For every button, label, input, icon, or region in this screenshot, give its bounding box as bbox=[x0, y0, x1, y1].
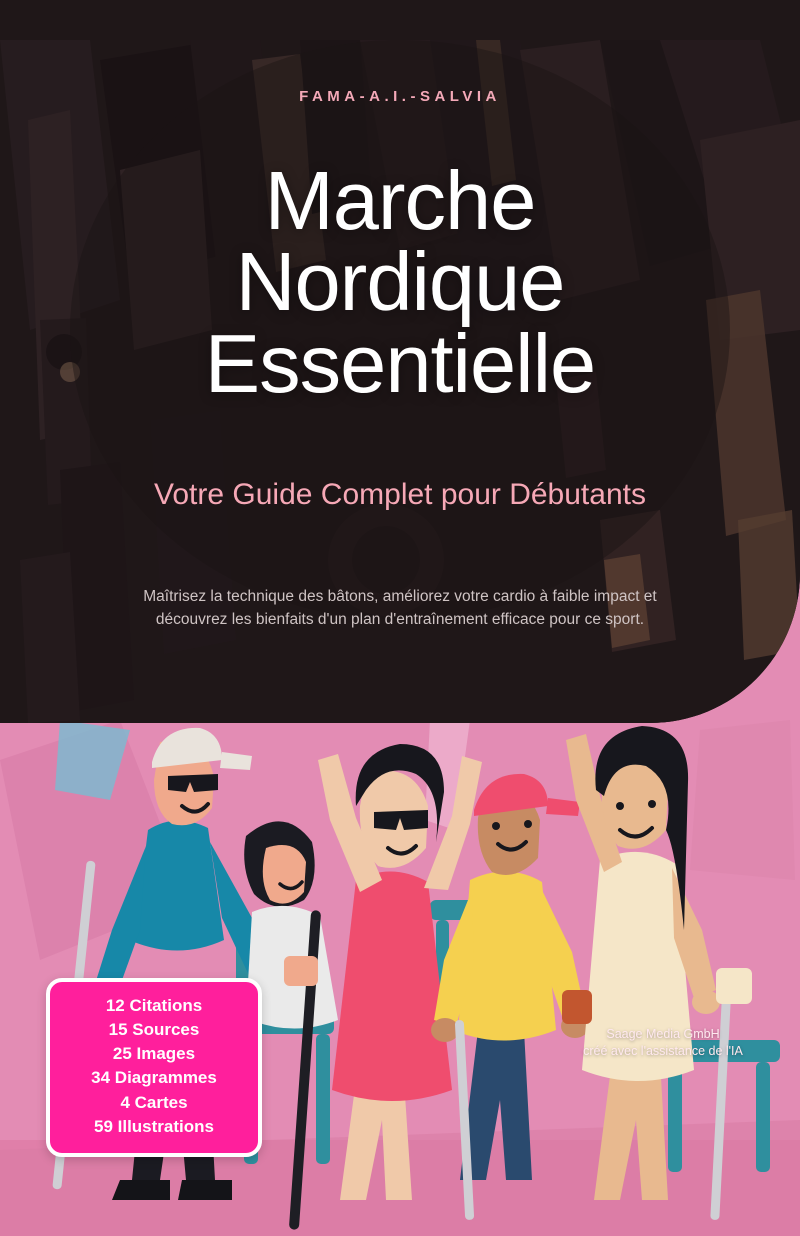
feature-item: 59 Illustrations bbox=[94, 1116, 214, 1136]
author-name: FAMA-A.I.-SALVIA bbox=[299, 88, 501, 105]
feature-item: 12 Citations bbox=[105, 996, 203, 1015]
title-line-2: Nordique bbox=[235, 235, 565, 329]
ai-disclaimer: créé avec l'assistance de l'IA bbox=[583, 1043, 743, 1058]
publisher-name: Saage Media GmbH bbox=[606, 1027, 720, 1041]
book-blurb: Maîtrisez la technique des bâtons, améliorez votre cardio à faible impact et découvrez les bienfaits d'un plan d'entraînement efficace pour ce sport. bbox=[143, 588, 657, 629]
feature-item: 4 Cartes bbox=[120, 1092, 188, 1112]
book-subtitle: Votre Guide Complet pour Débutants bbox=[154, 478, 646, 511]
publisher-credit bbox=[548, 1026, 778, 1060]
feature-item: 15 Sources bbox=[108, 1020, 200, 1040]
book-title bbox=[0, 154, 800, 410]
title-line-1: Marche bbox=[264, 154, 536, 247]
title-line-3: Essentielle bbox=[204, 316, 596, 410]
feature-item: 25 Images bbox=[112, 1044, 196, 1064]
feature-item: 34 Diagrammes bbox=[91, 1068, 217, 1088]
features-badge bbox=[46, 978, 262, 1157]
